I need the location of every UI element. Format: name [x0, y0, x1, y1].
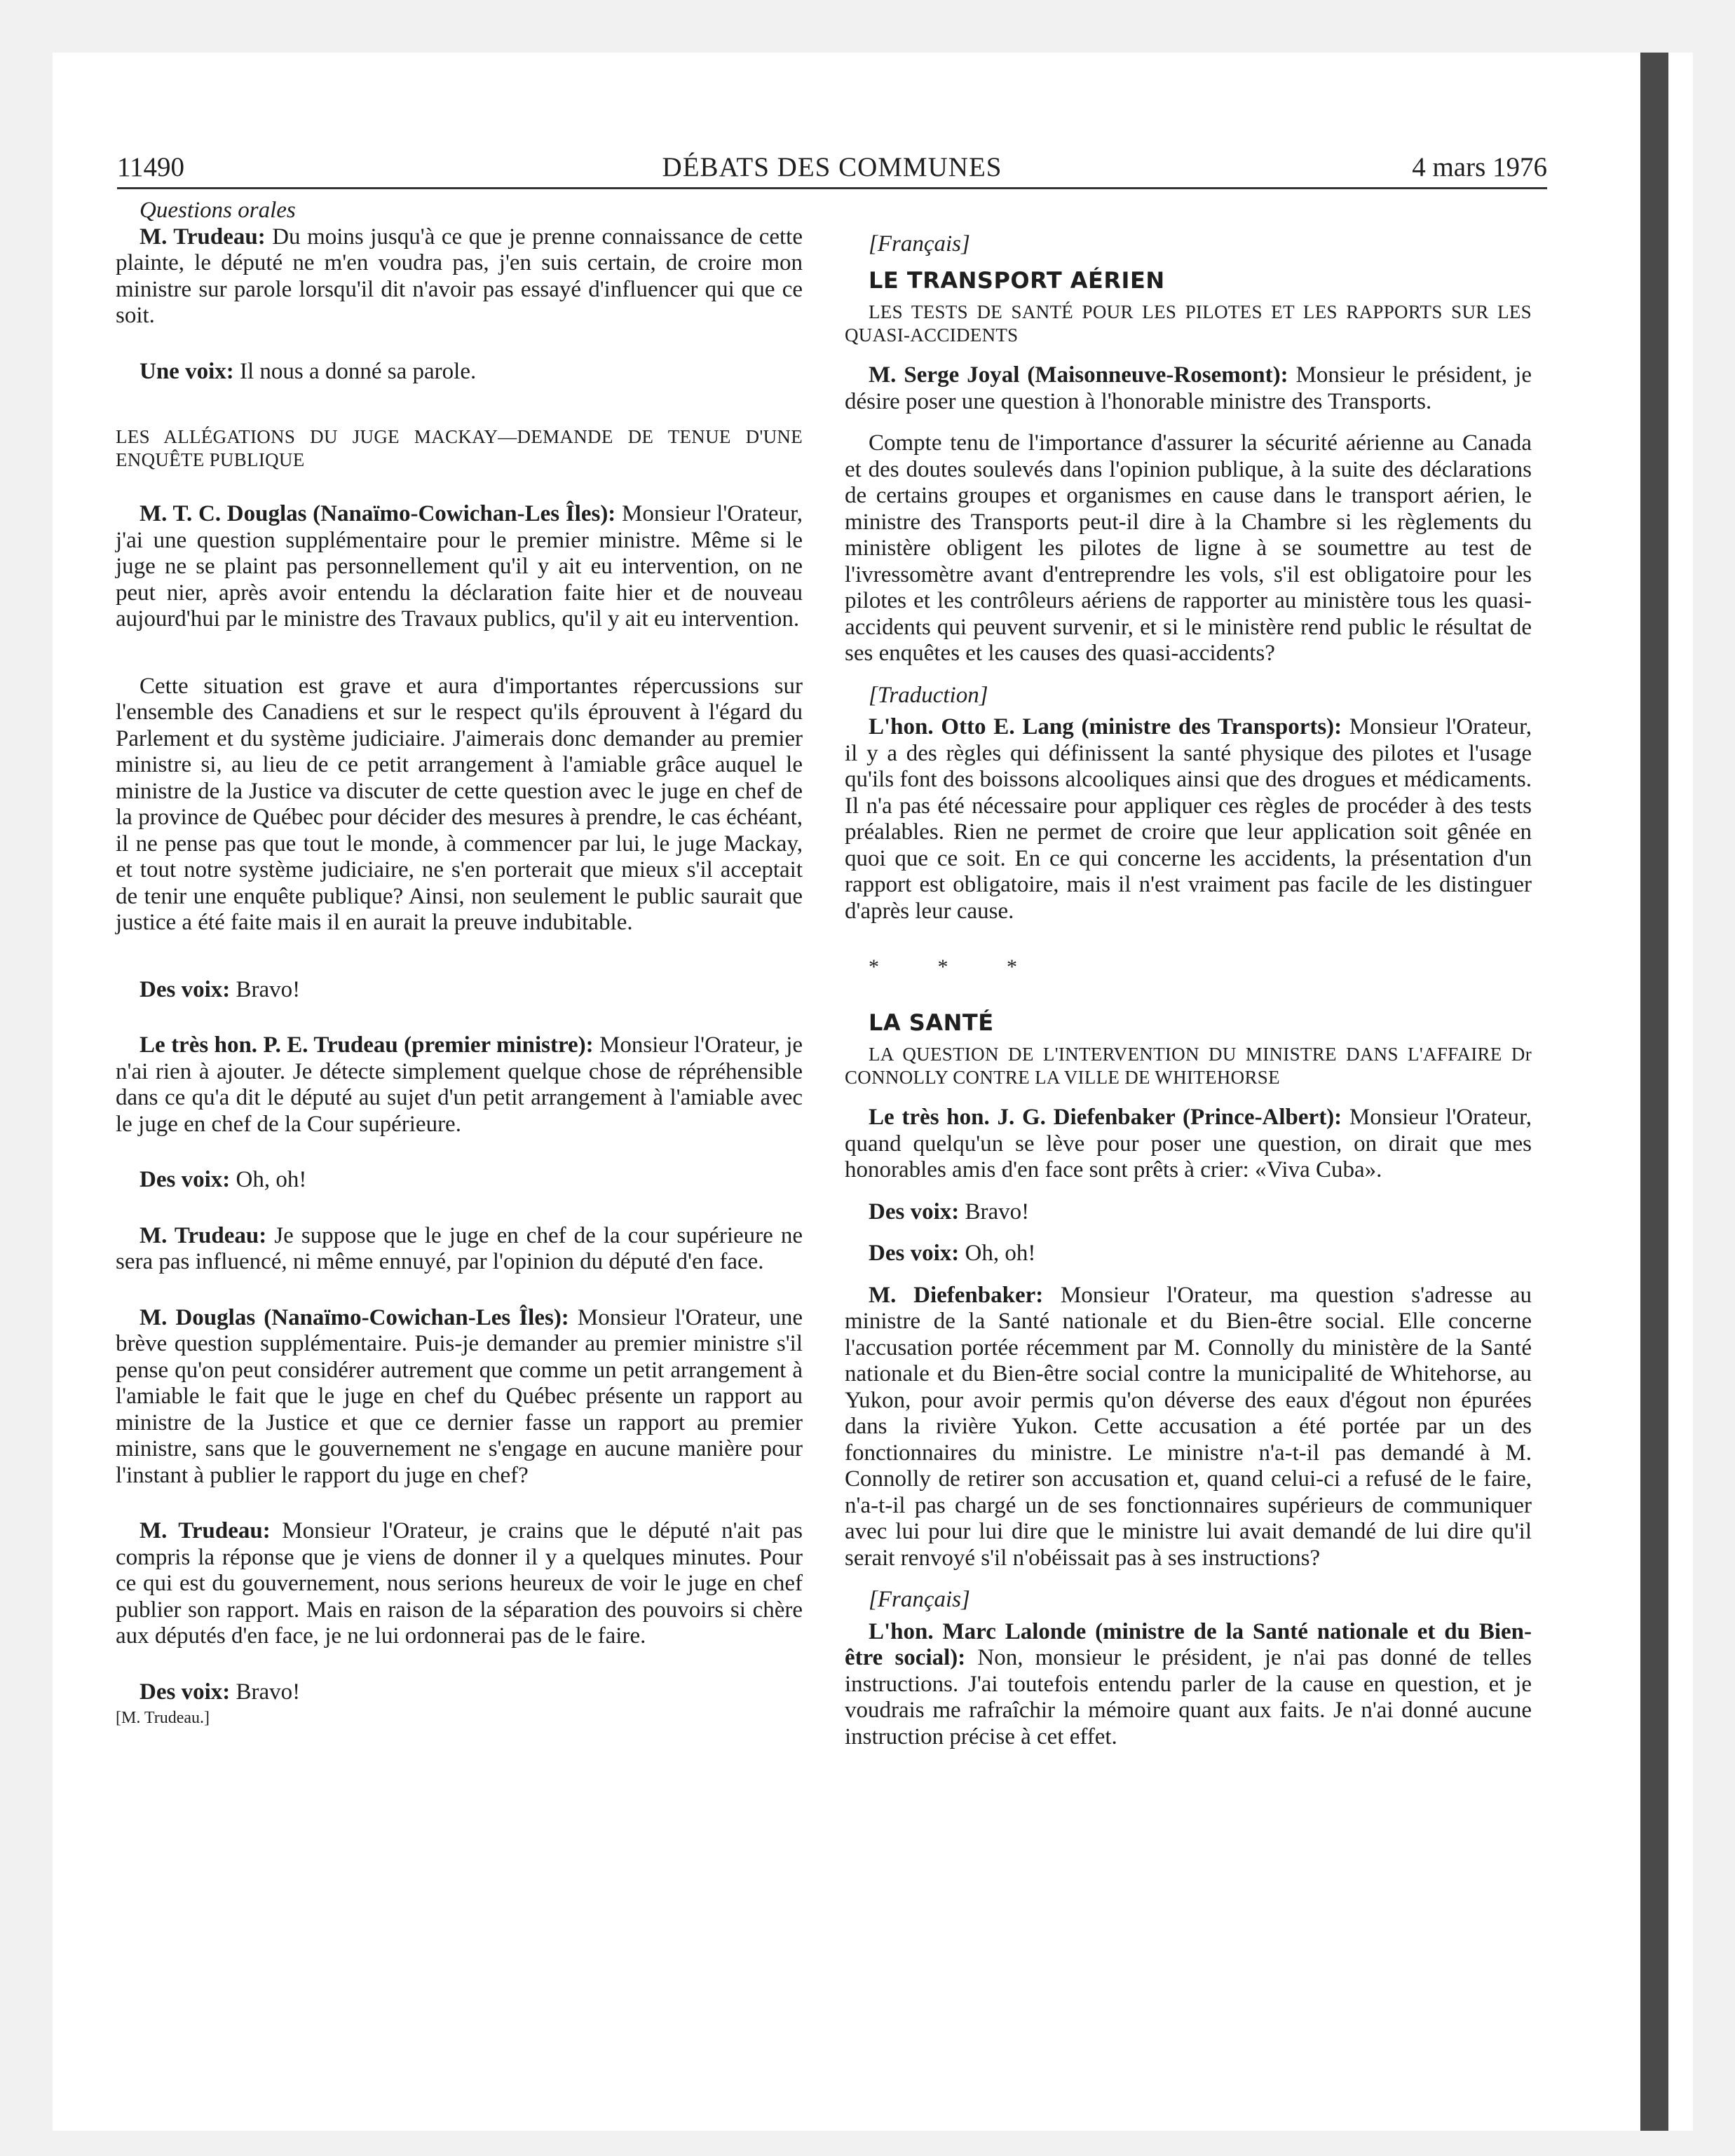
subheading: LES TESTS DE SANTÉ POUR LES PILOTES ET LES RAPPORTS SUR LES QUASI-ACCIDENTS — [845, 301, 1532, 346]
paragraph — [116, 224, 803, 329]
paragraph — [116, 977, 803, 1004]
speaker: Une voix: — [140, 358, 234, 384]
paragraph — [845, 714, 1532, 925]
speech-text: Monsieur l'Orateur, je crains que le député n'ait pas compris la réponse que je viens de donner il y a quelques minutes. Pour ce qui est du gouvernement, nous serions heureux de voir le juge en chef publier son rapport. Mais en raison de la séparation des pouvoirs si chère aux députés d'en face, je ne lui ordonnerai pas de le faire. — [116, 1518, 803, 1649]
paragraph — [116, 1679, 803, 1706]
section-label: Questions orales — [140, 198, 296, 223]
language-marker: [Traduction] — [869, 682, 988, 708]
speech-text: Du moins jusqu'à ce que je prenne connaissance de cette plainte, le député ne m'en voudra pas, j'en suis certain, de croire mon ministre sur parole lorsqu'il dit n'avoir pas essayé d'influencer qui que ce soit. — [116, 224, 803, 328]
right-column — [845, 231, 1532, 1750]
speaker: Des voix: — [140, 1167, 231, 1192]
paragraph — [116, 1032, 803, 1138]
paragraph — [845, 1199, 1532, 1226]
paragraph: Compte tenu de l'importance d'assurer la sécurité aérienne au Canada et des doutes soulevés dans l'opinion publique, à la suite des déclarations de certains groupes et organismes en cause dans le transport aérien, le ministre des Transports peut-il dire à la Chambre si les règlements du ministère obligent les pilotes de ligne à se soumettre au test de l'ivressomètre avant d'entreprendre les vols, s'il est obligatoire pour les pilotes et les contrôleurs aériens de rapporter au ministère tous les quasi-accidents qui peuvent survenir, et si le ministère rend public le résultat de ses enquêtes et les causes des quasi-accidents? — [845, 430, 1532, 666]
speaker: Des voix: — [140, 1679, 231, 1705]
speech-text: Monsieur le président, je désire poser une question à l'honorable ministre des Transports. — [845, 362, 1532, 414]
publication-title: DÉBATS DES COMMUNES — [662, 152, 1002, 182]
speech-text: Bravo! — [230, 976, 301, 1002]
language-marker: [Français] — [869, 231, 970, 257]
speaker: M. Diefenbaker: — [869, 1282, 1044, 1308]
subheading: LA QUESTION DE L'INTERVENTION DU MINISTRE DANS L'AFFAIRE Dr CONNOLLY CONTRE LA VILLE DE WHITEHORSE — [845, 1044, 1532, 1088]
paragraph — [116, 1223, 803, 1276]
footnote-speaker: [M. Trudeau.] — [116, 1709, 210, 1727]
left-column — [116, 198, 803, 1732]
publication-date: 4 mars 1976 — [1412, 152, 1547, 182]
page-header — [117, 144, 1547, 189]
speech-text: Monsieur l'Orateur, une brève question supplémentaire. Puis-je demander au premier ministre s'il pense qu'on peut considérer autrement que comme un petit arrangement à l'amiable le fait que le juge en chef du Québec présente un rapport au ministre de la Justice et que ce dernier fasse un rapport au premier ministre, sans que le gouvernement ne s'engage en aucune manière pour l'instant à publier le rapport du juge en chef? — [116, 1304, 803, 1488]
speaker: L'hon. Otto E. Lang (ministre des Transports): — [869, 714, 1342, 739]
paragraph — [116, 1167, 803, 1194]
paragraph — [845, 362, 1532, 415]
section-heading: LE TRANSPORT AÉRIEN — [869, 266, 1165, 294]
language-marker: [Français] — [869, 1587, 970, 1612]
paragraph: Cette situation est grave et aura d'importantes répercussions sur l'ensemble des Canadiens et sur le respect qu'ils éprouvent à l'égard du Parlement et du système judiciaire. J'aimerais donc demander au premier ministre si, au lieu de ce petit arrangement à l'amiable grâce auquel le ministre de la Justice va discuter de cette question avec le juge en chef de la province de Québec pour décider des mesures à prendre, le cas échéant, il ne pense pas que tout le monde, à commencer par lui, le juge Mackay, et tout notre système judiciaire, ne s'en porterait que mieux s'il acceptait de tenir une enquête publique? Ainsi, non seulement le public saurait que justice a été faite mais il en aurait la preuve indubitable. — [116, 673, 803, 935]
speech-text: Monsieur l'Orateur, quand quelqu'un se lève pour poser une question, on dirait que mes honorables amis d'en face sont prêts à crier: «Viva Cuba». — [845, 1105, 1532, 1182]
speaker: Des voix: — [140, 976, 231, 1002]
speaker: M. Trudeau: — [140, 1518, 271, 1543]
section-separator: * * * — [869, 955, 1044, 978]
speaker: Le très hon. J. G. Diefenbaker (Prince-Albert): — [869, 1105, 1342, 1130]
speech-text: Oh, oh! — [959, 1241, 1036, 1266]
speech-text: Monsieur l'Orateur, il y a des règles qui définissent la santé physique des pilotes et l'usage qu'ils font des boissons alcooliques ainsi que des drogues et médicaments. Il n'a pas été nécessaire pour appliquer ces règles de procéder à des tests préalables. Rien ne permet de croire que leur application soit gênée en quoi que ce soit. En ce qui concerne les accidents, la présentation d'un rapport est obligatoire, mais il n'est vraiment pas facile de les distinguer d'après leur cause. — [845, 714, 1532, 924]
speech-text: Bravo! — [230, 1679, 301, 1705]
paragraph — [116, 1518, 803, 1650]
speaker: M. T. C. Douglas (Nanaïmo-Cowichan-Les Îles): — [140, 501, 616, 526]
speaker: Des voix: — [869, 1241, 960, 1266]
speaker: Le très hon. P. E. Trudeau (premier ministre): — [140, 1032, 594, 1058]
paragraph — [845, 1619, 1532, 1751]
speech-text: Monsieur l'Orateur, j'ai une question supplémentaire pour le premier ministre. Même si le juge ne se plaint pas personnellement qu'il y ait eu intervention, on ne peut nier, après avoir entendu la déclaration faite hier et de nouveau aujourd'hui par le ministre des Travaux publics, qu'il y ait eu intervention. — [116, 501, 803, 632]
speech-text: Je suppose que le juge en chef de la cour supérieure ne sera pas influencé, ni même ennuyé, par l'opinion du député d'en face. — [116, 1222, 803, 1274]
speaker: M. Trudeau: — [140, 1222, 267, 1248]
speaker: L'hon. Marc Lalonde (ministre de la Santé nationale et du Bien-être social): — [845, 1618, 1532, 1670]
speaker: Des voix: — [869, 1199, 960, 1224]
page-number: 11490 — [117, 152, 185, 182]
speech-text: Monsieur l'Orateur, je n'ai rien à ajouter. Je détecte simplement quelque chose de répréhensible dans ce qu'a dit le député au sujet d'un petit arrangement à l'amiable avec le juge en chef de la Cour supérieure. — [116, 1032, 803, 1137]
speaker: M. Douglas (Nanaïmo-Cowichan-Les Îles): — [140, 1304, 569, 1330]
scan-binding-edge — [1640, 53, 1668, 2131]
paragraph — [845, 1283, 1532, 1572]
speech-text: Monsieur l'Orateur, ma question s'adresse au ministre de la Santé nationale et du Bien-être social. Elle concerne l'accusation portée récemment par M. Connolly du ministère de la Santé nationale et du Bien-être social contre la municipalité de Whitehorse, au Yukon, pour avoir permis qu'on déverse des eaux d'égout non épurées dans la rivière Yukon. Cette accusation a été portée par un des fonctionnaires du ministre. Le ministre n'a-t-il pas demandé à M. Connolly de retirer son accusation et, quand celui-ci a refusé de le faire, n'a-t-il pas chargé un de ses fonctionnaires supérieurs de communiquer avec lui pour lui dire que le ministre lui avait demandé de lui dire qu'il serait renvoyé s'il n'obéissait pas à ses instructions? — [845, 1282, 1532, 1571]
paragraph — [845, 1241, 1532, 1267]
paragraph — [116, 501, 803, 633]
speech-text: Il nous a donné sa parole. — [233, 358, 477, 384]
subheading: LES ALLÉGATIONS DU JUGE MACKAY—DEMANDE DE TENUE D'UNE ENQUÊTE PUBLIQUE — [116, 426, 803, 470]
paragraph — [845, 1105, 1532, 1184]
section-heading: LA SANTÉ — [869, 1009, 994, 1036]
speaker: M. Trudeau: — [140, 224, 266, 250]
paragraph — [116, 1305, 803, 1489]
paragraph — [116, 359, 803, 386]
speech-text: Non, monsieur le président, je n'ai pas donné de telles instructions. J'ai toutefois entendu parler de la cause en question, et je voudrais me rafraîchir la mémoire quant aux faits. Je n'ai donné aucune instruction précise à cet effet. — [845, 1645, 1532, 1749]
speech-text: Bravo! — [959, 1199, 1030, 1224]
speaker: M. Serge Joyal (Maisonneuve-Rosemont): — [869, 362, 1288, 388]
speech-text: Oh, oh! — [230, 1167, 307, 1192]
